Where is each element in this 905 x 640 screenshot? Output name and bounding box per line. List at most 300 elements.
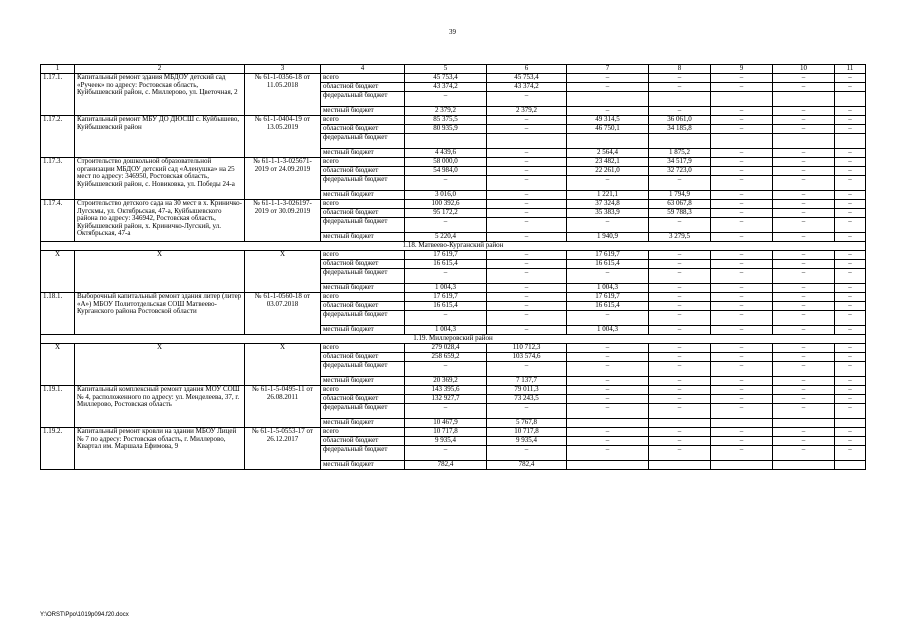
amount-cell: – [835,302,866,311]
amount-cell: 59 788,3 [649,209,711,218]
amount-cell: – [835,269,866,284]
amount-cell: – [773,269,835,284]
amount-cell: – [567,74,649,83]
amount-cell: 3 016,0 [405,191,487,200]
amount-cell: 54 984,0 [405,167,487,176]
amount-cell: – [405,269,487,284]
amount-cell: – [711,260,773,269]
amount-cell: – [487,446,567,461]
amount-cell: – [405,92,487,107]
amount-cell: – [773,149,835,158]
amount-cell: – [649,107,711,116]
table-row [41,428,866,437]
section-row [41,335,866,344]
funding-source: всего [321,251,405,260]
amount-cell: – [835,209,866,218]
amount-cell: 17 619,7 [567,251,649,260]
item-name: X [75,251,245,293]
column-header: 11 [835,65,866,74]
amount-cell: – [567,428,649,437]
amount-cell: – [835,200,866,209]
table-row [41,74,866,83]
amount-cell: – [487,233,567,242]
amount-cell: – [711,191,773,200]
amount-cell [773,419,835,428]
funding-source: федеральный бюджет [321,218,405,233]
funding-source: местный бюджет [321,284,405,293]
amount-cell: – [649,386,711,395]
amount-cell [773,134,835,149]
amount-cell: 10 717,8 [487,428,567,437]
amount-cell: 95 172,2 [405,209,487,218]
amount-cell: – [649,74,711,83]
amount-cell: – [487,311,567,326]
amount-cell [405,134,487,149]
amount-cell: – [487,167,567,176]
amount-cell: – [649,404,711,419]
item-document: № 61-1-1-3-025671-2019 от 24.09.2019 [245,158,321,200]
table-row [41,293,866,302]
item-number: 1.19.1. [41,386,75,428]
amount-cell: – [711,116,773,125]
funding-source: местный бюджет [321,149,405,158]
funding-source: областной бюджет [321,209,405,218]
amount-cell: – [835,284,866,293]
amount-cell: 73 243,5 [487,395,567,404]
amount-cell: – [649,83,711,92]
column-header: 6 [487,65,567,74]
amount-cell: 17 619,7 [567,293,649,302]
funding-source: всего [321,74,405,83]
amount-cell: 32 723,0 [649,167,711,176]
column-header: 3 [245,65,321,74]
amount-cell: – [405,311,487,326]
table-row [41,116,866,125]
amount-cell: – [487,404,567,419]
amount-cell: – [487,218,567,233]
amount-cell: 782,4 [405,461,487,470]
amount-cell: – [649,218,711,233]
funding-source: областной бюджет [321,125,405,134]
funding-source: местный бюджет [321,419,405,428]
amount-cell: 80 935,9 [405,125,487,134]
amount-cell: 79 011,3 [487,386,567,395]
item-name: Капитальный ремонт МБУ ДО ДЮСШ с. Куйбышево, Куйбышевский район [75,116,245,158]
amount-cell: – [773,191,835,200]
amount-cell: 1 004,3 [405,284,487,293]
item-number: 1.17.2. [41,116,75,158]
amount-cell: – [773,74,835,83]
amount-cell: – [711,158,773,167]
amount-cell: – [711,167,773,176]
amount-cell: – [711,293,773,302]
amount-cell: – [487,260,567,269]
amount-cell [649,419,711,428]
amount-cell [835,134,866,149]
amount-cell [649,461,711,470]
funding-source: областной бюджет [321,437,405,446]
amount-cell: – [487,158,567,167]
amount-cell: 143 395,6 [405,386,487,395]
funding-source: всего [321,344,405,353]
amount-cell: – [711,302,773,311]
funding-source: местный бюджет [321,326,405,335]
amount-cell: – [649,362,711,377]
amount-cell: – [773,311,835,326]
amount-cell: – [487,200,567,209]
amount-cell: – [567,83,649,92]
amount-cell: – [835,176,866,191]
amount-cell: 16 615,4 [567,302,649,311]
item-name: Выборочный капитальный ремонт здания литер (литер «А») МБОУ Политотдельская СОШ Матвеево-Курганского района Ростовской области [75,293,245,335]
amount-cell: 34 517,9 [649,158,711,167]
item-document: X [245,344,321,386]
amount-cell: – [835,446,866,461]
amount-cell: 10 717,8 [405,428,487,437]
amount-cell: – [773,116,835,125]
amount-cell [835,461,866,470]
amount-cell: – [567,176,649,191]
amount-cell: 9 935,4 [487,437,567,446]
amount-cell: – [711,437,773,446]
amount-cell: 1 221,1 [567,191,649,200]
amount-cell: – [567,362,649,377]
column-header: 9 [711,65,773,74]
item-name: X [75,344,245,386]
amount-cell: 17 619,7 [405,293,487,302]
amount-cell: – [649,428,711,437]
item-document: № 61-1-5-0495-11 от 26.08.2011 [245,386,321,428]
amount-cell: 49 314,5 [567,116,649,125]
funding-source: всего [321,116,405,125]
amount-cell: 5 220,4 [405,233,487,242]
amount-cell: – [773,326,835,335]
amount-cell: – [773,83,835,92]
amount-cell: 46 750,1 [567,125,649,134]
amount-cell: – [773,404,835,419]
amount-cell: – [773,395,835,404]
amount-cell: – [487,251,567,260]
funding-source: областной бюджет [321,353,405,362]
amount-cell [567,92,649,107]
amount-cell: – [487,284,567,293]
amount-cell: 7 137,7 [487,377,567,386]
item-name: Капитальный ремонт здания МБДОУ детский сад «Ручеек» по адресу: Ростовская область, Куйбышевский район, с. Миллерово, ул. Цветочная, 2 [75,74,245,116]
item-document: № 61-1-0560-18 от 03.07.2018 [245,293,321,335]
amount-cell: – [649,353,711,362]
amount-cell: 34 185,8 [649,125,711,134]
amount-cell: – [405,446,487,461]
table-body [41,74,866,470]
amount-cell: – [773,209,835,218]
section-row [41,242,866,251]
amount-cell [773,461,835,470]
funding-source: всего [321,428,405,437]
amount-cell: 1 004,3 [405,326,487,335]
amount-cell [567,419,649,428]
amount-cell: 1 940,9 [567,233,649,242]
amount-cell: – [649,293,711,302]
amount-cell: – [835,428,866,437]
amount-cell: – [649,344,711,353]
amount-cell: – [711,404,773,419]
amount-cell: – [835,353,866,362]
amount-cell: 2 379,2 [487,107,567,116]
amount-cell: – [835,218,866,233]
amount-cell: – [711,209,773,218]
amount-cell: – [405,176,487,191]
funding-source: федеральный бюджет [321,92,405,107]
amount-cell: 45 753,4 [487,74,567,83]
amount-cell: – [649,260,711,269]
amount-cell: – [567,386,649,395]
amount-cell: – [835,74,866,83]
amount-cell: 279 028,4 [405,344,487,353]
amount-cell: – [711,428,773,437]
amount-cell: – [649,269,711,284]
amount-cell: – [835,251,866,260]
item-number: 1.19.2. [41,428,75,470]
amount-cell: – [835,404,866,419]
amount-cell: – [487,293,567,302]
amount-cell: 58 000,0 [405,158,487,167]
amount-cell: – [487,326,567,335]
column-header: 5 [405,65,487,74]
amount-cell: – [487,191,567,200]
amount-cell: – [649,395,711,404]
amount-cell: – [773,260,835,269]
item-name: Строительство детского сада на 30 мест в х. Криничко-Лугскмы, ул. Октябрьская, 47-а, Куйбышевского района по адресу: 346942, Ростовская область, Куйбышевский район, х. Криничко-Лугский, ул. Октябрьская, 47-а [75,200,245,242]
funding-source: всего [321,293,405,302]
amount-cell: 132 927,7 [405,395,487,404]
funding-source: областной бюджет [321,167,405,176]
amount-cell: – [711,344,773,353]
amount-cell: – [711,446,773,461]
amount-cell: – [835,437,866,446]
amount-cell: – [649,437,711,446]
item-number: 1.17.1. [41,74,75,116]
amount-cell: – [487,269,567,284]
amount-cell: – [649,251,711,260]
amount-cell: 1 794,9 [649,191,711,200]
amount-cell: – [835,377,866,386]
item-document: X [245,251,321,293]
funding-source: федеральный бюджет [321,311,405,326]
amount-cell: – [835,344,866,353]
amount-cell: 2 564,4 [567,149,649,158]
funding-source: областной бюджет [321,260,405,269]
amount-cell: – [835,362,866,377]
table-header [41,65,866,74]
column-header: 8 [649,65,711,74]
amount-cell: 10 467,9 [405,419,487,428]
amount-cell: – [711,284,773,293]
funding-source: федеральный бюджет [321,269,405,284]
funding-source: местный бюджет [321,461,405,470]
amount-cell: 45 753,4 [405,74,487,83]
amount-cell: – [649,284,711,293]
amount-cell: 43 374,2 [405,83,487,92]
amount-cell: – [649,326,711,335]
amount-cell: – [567,404,649,419]
amount-cell: – [649,311,711,326]
item-number: 1.17.4. [41,200,75,242]
amount-cell: – [711,353,773,362]
amount-cell: – [773,107,835,116]
amount-cell: – [773,362,835,377]
amount-cell: 4 439,6 [405,149,487,158]
funding-source: областной бюджет [321,83,405,92]
amount-cell: – [773,284,835,293]
amount-cell: – [711,218,773,233]
column-header: 2 [75,65,245,74]
amount-cell: 1 004,3 [567,284,649,293]
amount-cell [487,134,567,149]
amount-cell: 22 261,0 [567,167,649,176]
amount-cell: – [405,218,487,233]
table-row [41,386,866,395]
amount-cell: – [835,260,866,269]
table-row [41,200,866,209]
amount-cell: – [567,353,649,362]
amount-cell [649,92,711,107]
amount-cell: – [711,200,773,209]
amount-cell: – [835,158,866,167]
table-row [41,344,866,353]
amount-cell: – [711,362,773,377]
amount-cell [649,134,711,149]
amount-cell: 20 369,2 [405,377,487,386]
amount-cell: 16 615,4 [567,260,649,269]
amount-cell: 35 383,9 [567,209,649,218]
column-header: 4 [321,65,405,74]
amount-cell: – [567,344,649,353]
amount-cell [835,92,866,107]
funding-source: областной бюджет [321,395,405,404]
amount-cell: – [711,326,773,335]
page-number: 39 [449,28,456,36]
item-document: № 61-1-5-0553-17 от 26.12.2017 [245,428,321,470]
amount-cell: – [835,386,866,395]
funding-source: местный бюджет [321,107,405,116]
amount-cell: – [649,446,711,461]
amount-cell: 16 615,4 [405,302,487,311]
amount-cell: 103 574,6 [487,353,567,362]
item-number: X [41,251,75,293]
amount-cell: – [567,377,649,386]
section-title: 1.19. Миллеровский район [41,335,866,344]
funding-source: всего [321,386,405,395]
amount-cell: – [487,92,567,107]
amount-cell: 37 324,8 [567,200,649,209]
file-path-footer: Y:\ORST\Ppo\1019p094.f20.docx [40,612,129,618]
table-row [41,251,866,260]
amount-cell: – [487,362,567,377]
amount-cell [835,419,866,428]
amount-cell: – [835,167,866,176]
funding-source: всего [321,158,405,167]
amount-cell: 23 482,1 [567,158,649,167]
amount-cell: – [773,125,835,134]
amount-cell [711,134,773,149]
amount-cell: – [649,176,711,191]
item-name: Капитальный комплексный ремонт здания МОУ СОШ № 4, расположенного по адресу: ул. Менделеева, 37, г. Миллерово, Ростовская область [75,386,245,428]
amount-cell: – [405,362,487,377]
amount-cell: – [773,158,835,167]
amount-cell: – [835,191,866,200]
amount-cell: 43 374,2 [487,83,567,92]
column-header: 1 [41,65,75,74]
funding-source: федеральный бюджет [321,446,405,461]
column-header: 7 [567,65,649,74]
amount-cell: 782,4 [487,461,567,470]
funding-source: местный бюджет [321,377,405,386]
amount-cell: – [835,326,866,335]
amount-cell: 1 875,2 [649,149,711,158]
amount-cell: – [773,437,835,446]
amount-cell: – [711,125,773,134]
column-header: 10 [773,65,835,74]
amount-cell: 9 935,4 [405,437,487,446]
amount-cell: 100 392,6 [405,200,487,209]
amount-cell: – [405,404,487,419]
amount-cell: – [835,83,866,92]
amount-cell: 5 767,8 [487,419,567,428]
amount-cell: 17 619,7 [405,251,487,260]
amount-cell: – [711,251,773,260]
amount-cell [711,419,773,428]
amount-cell: – [711,311,773,326]
funding-source: областной бюджет [321,302,405,311]
item-document: № 61-1-0404-19 от 13.05.2019 [245,116,321,158]
section-title: 1.18. Матвеево-Курганский район [41,242,866,251]
amount-cell: – [773,233,835,242]
amount-cell: – [567,218,649,233]
amount-cell: – [649,377,711,386]
amount-cell: – [835,149,866,158]
amount-cell: – [773,302,835,311]
amount-cell: – [773,428,835,437]
amount-cell: 16 615,4 [405,260,487,269]
amount-cell: 1 004,3 [567,326,649,335]
budget-table [40,64,866,470]
amount-cell: – [567,107,649,116]
amount-cell: – [835,125,866,134]
amount-cell: – [773,377,835,386]
item-number: X [41,344,75,386]
amount-cell [567,461,649,470]
amount-cell [567,134,649,149]
amount-cell: – [773,446,835,461]
amount-cell: – [567,269,649,284]
funding-source: федеральный бюджет [321,134,405,149]
item-number: 1.17.3. [41,158,75,200]
amount-cell: – [711,107,773,116]
item-name: Капитальный ремонт кровли на здании МБОУ Лицей № 7 по адресу: Ростовская область, г. Миллерово, Квартал им. Маршала Ефимова, 9 [75,428,245,470]
amount-cell: – [711,149,773,158]
funding-source: местный бюджет [321,191,405,200]
amount-cell: – [773,176,835,191]
amount-cell: – [711,395,773,404]
amount-cell: – [711,176,773,191]
funding-source: федеральный бюджет [321,362,405,377]
amount-cell: – [711,377,773,386]
item-document: № 61-1-0356-18 от 11.05.2018 [245,74,321,116]
amount-cell: – [487,149,567,158]
amount-cell: – [567,437,649,446]
amount-cell: – [835,293,866,302]
amount-cell [711,461,773,470]
